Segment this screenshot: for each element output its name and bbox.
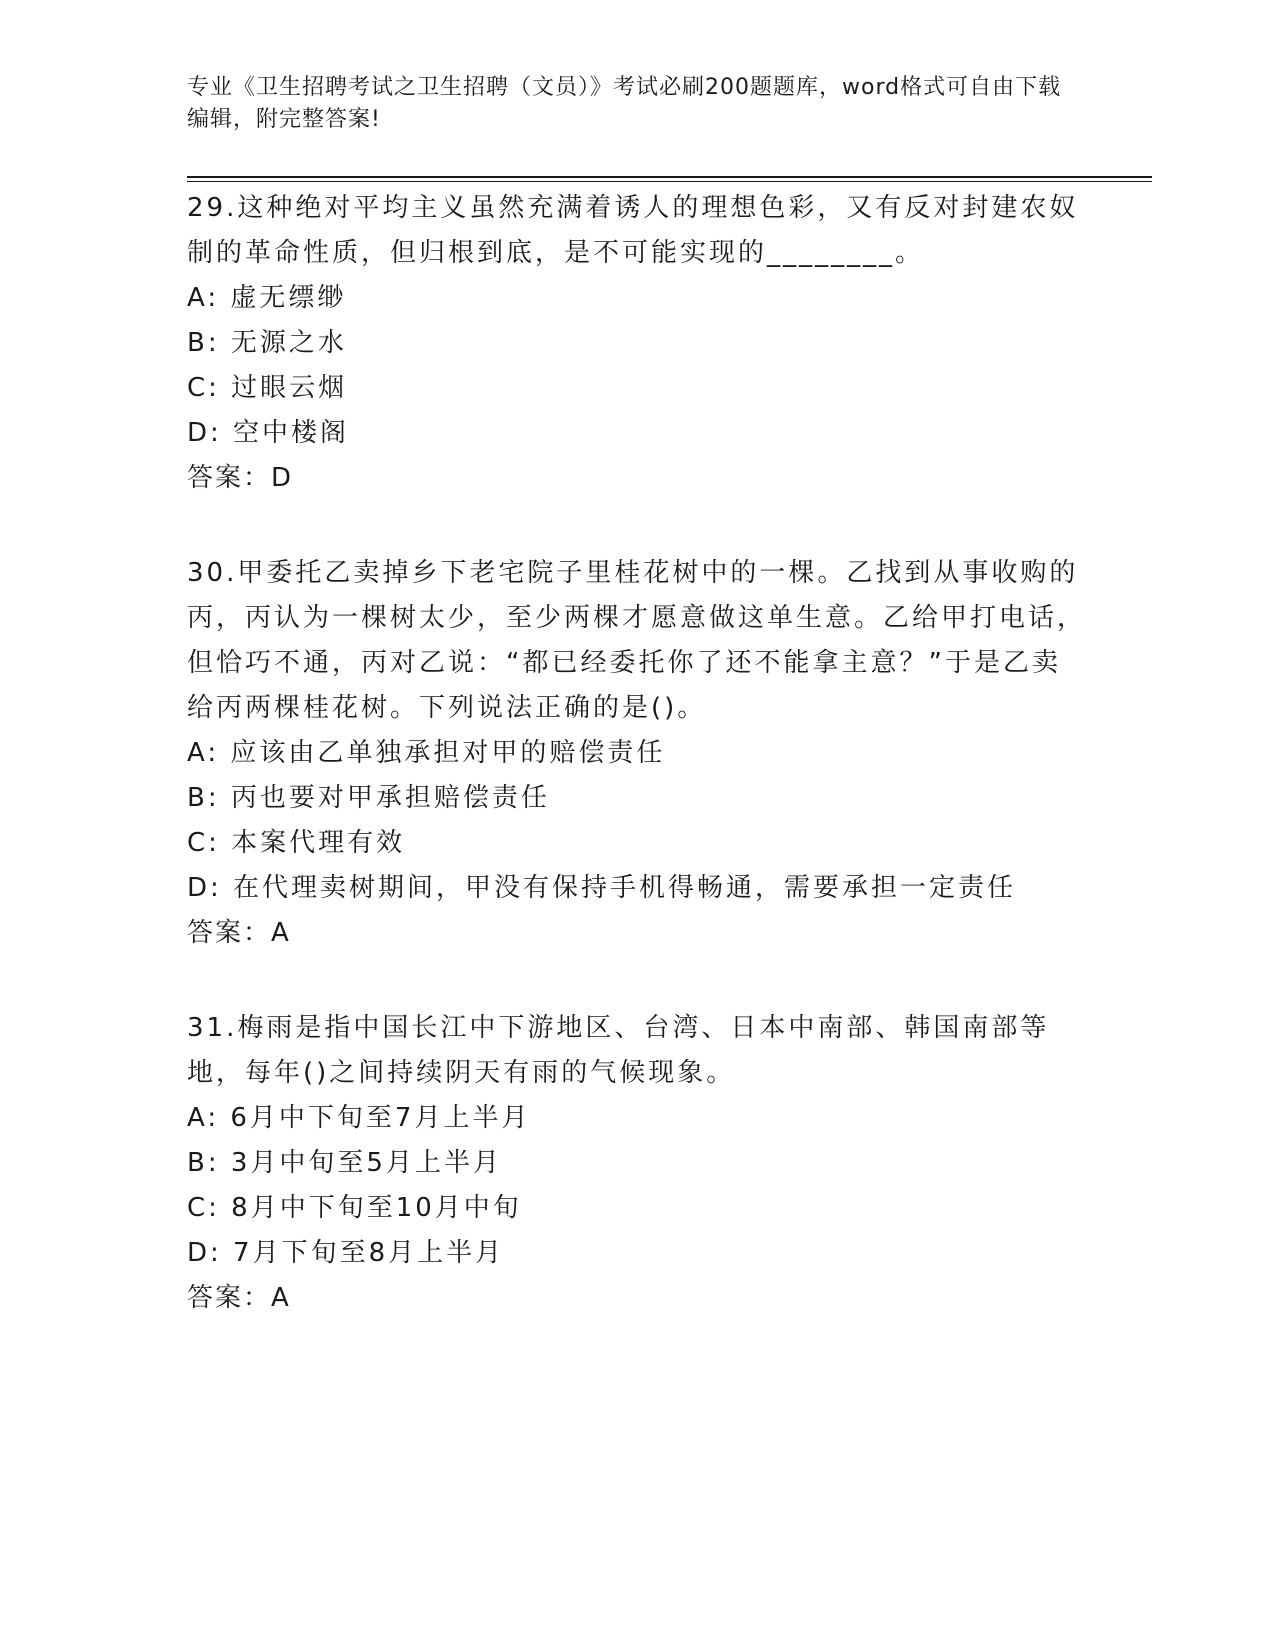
option-a: A: 虚无缥缈 [187, 283, 347, 313]
header-divider-thick [187, 176, 1152, 178]
option-b: B: 3月中旬至5月上半月 [187, 1148, 502, 1178]
question-stem: 29.这种绝对平均主义虽然充满着诱人的理想色彩，又有反对封建农奴制的革命性质，但归根到底，是不可能实现的________。 [187, 193, 1079, 268]
option-c: C: 过眼云烟 [187, 373, 348, 403]
option-b: B: 丙也要对甲承担赔偿责任 [187, 783, 550, 813]
option-c: C: 8月中下旬至10月中旬 [187, 1193, 522, 1223]
answer: 答案：A [187, 918, 291, 948]
option-d: D: 空中楼阁 [187, 418, 350, 448]
option-c: C: 本案代理有效 [187, 828, 406, 858]
question-29 [187, 186, 1087, 501]
answer: 答案：A [187, 1283, 291, 1313]
answer: 答案：D [187, 463, 294, 493]
header-divider-thin [187, 181, 1152, 182]
option-a: A: 应该由乙单独承担对甲的赔偿责任 [187, 738, 666, 768]
option-b: B: 无源之水 [187, 328, 347, 358]
question-stem: 31.梅雨是指中国长江中下游地区、台湾、日本中南部、韩国南部等地，每年()之间持续阴天有雨的气候现象。 [187, 1013, 1050, 1088]
option-d: D: 7月下旬至8月上半月 [187, 1238, 505, 1268]
document-header: 专业《卫生招聘考试之卫生招聘（文员）》考试必刷200题题库，word格式可自由下载编辑，附完整答案! [187, 75, 1062, 132]
question-31 [187, 1006, 1087, 1321]
option-d: D: 在代理卖树期间，甲没有保持手机得畅通，需要承担一定责任 [187, 873, 1017, 903]
question-30 [187, 551, 1087, 956]
question-stem: 30.甲委托乙卖掉乡下老宅院子里桂花树中的一棵。乙找到从事收购的丙，丙认为一棵树太少，至少两棵才愿意做这单生意。乙给甲打电话，但恰巧不通，丙对乙说：“都已经委托你了还不能拿主意？”于是乙卖给丙两棵桂花树。下列说法正确的是()。 [187, 558, 1087, 723]
option-a: A: 6月中下旬至7月上半月 [187, 1103, 531, 1133]
